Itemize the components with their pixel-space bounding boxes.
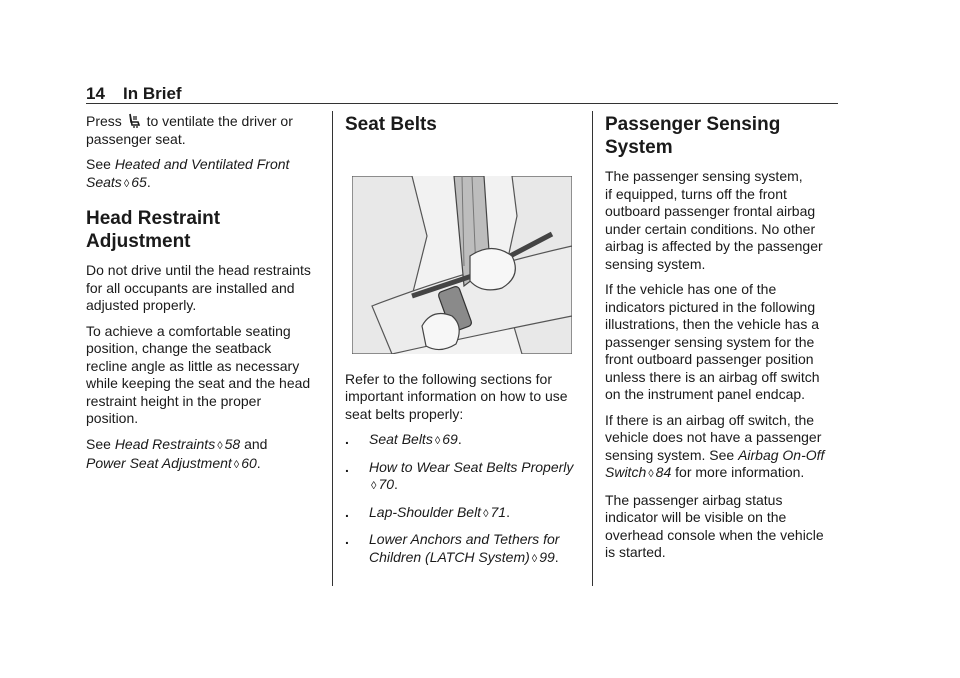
list-item: . Seat Belts ◊ 69. — [345, 431, 462, 447]
heated-seats-link[interactable]: Heated and Ventilated Front — [114, 156, 290, 172]
section-title: In Brief — [123, 84, 182, 103]
head-restraint-paragraph-2: To achieve a comfortable seating position, change the seatback recline angle as little as necessary while keeping the seat and the head restraint height in the proper position. — [86, 322, 311, 426]
bullet-mark: . — [345, 431, 349, 447]
page-ref-60[interactable]: 60 — [241, 455, 257, 471]
page-ref-69[interactable]: 69 — [442, 431, 458, 447]
head-restraint-references: See Head Restraints ◊ 58 and Power Seat Adjustment ◊ 60. — [86, 435, 268, 471]
bullet-mark: . — [345, 503, 349, 520]
bullet-mark: . — [345, 458, 349, 475]
page-ref-84[interactable]: 84 — [655, 464, 672, 480]
page-ref-icon: ◊ — [233, 459, 240, 471]
seat-belt-illustration — [352, 176, 572, 354]
page-ref-65[interactable]: 65 — [131, 173, 147, 190]
passenger-sensing-paragraph-4: The passenger airbag status indicator will be visible on the overhead console when the vehicle is started. — [605, 491, 824, 560]
passenger-sensing-paragraph-1: The passenger sensing system, if equipped, turns off the front outboard passenger frontal airbag under certain conditions. No other airbag is affected by the passenger sensing system. — [605, 168, 823, 272]
page-header — [86, 84, 838, 104]
page-number: 14 — [86, 84, 105, 103]
head-restraint-heading: Head Restraint Adjustment — [86, 208, 221, 252]
passenger-sensing-paragraph-2: If the vehicle has one of the indicators pictured in the following illustrations, then the vehicle has a passenger sensing system for the front outboard passenger position unless there is an airbag off switch on the instrument panel endcap. — [605, 281, 820, 402]
seat-belts-link[interactable]: Seat Belts — [369, 431, 433, 447]
page-ref-icon: ◊ — [483, 507, 489, 520]
lap-shoulder-belt-link[interactable]: Lap-Shoulder Belt — [369, 503, 482, 520]
head-restraint-paragraph-1: Do not drive until the head restraints for all occupants are installed and adjusted properly. — [86, 262, 311, 313]
seat-ventilation-icon — [128, 113, 141, 128]
page-ref-icon: ◊ — [123, 177, 130, 190]
page-ref-icon: ◊ — [434, 435, 441, 447]
ventilate-paragraph: Press to ventilate the driver or passenger seat. — [86, 113, 293, 147]
seat-belts-heading: Seat Belts — [345, 114, 437, 135]
column-divider-1 — [332, 111, 333, 586]
power-seat-link[interactable]: Power Seat Adjustment — [86, 455, 232, 471]
page-ref-icon: ◊ — [648, 468, 654, 480]
latch-link[interactable]: Lower Anchors and Tethers for — [369, 531, 560, 547]
page-ref-icon: ◊ — [531, 552, 538, 565]
page-ref-71[interactable]: 71 — [490, 503, 507, 520]
airbag-switch-link[interactable]: Airbag On-Off — [738, 446, 825, 463]
page-ref-70[interactable]: 70 — [378, 476, 395, 492]
page-ref-99[interactable]: 99 — [539, 548, 555, 565]
heated-seats-reference: See Heated and Ventilated Front Seats ◊ 65. — [86, 156, 290, 190]
page-ref-icon: ◊ — [371, 480, 377, 492]
column-2 — [345, 113, 585, 576]
wear-seat-belts-link[interactable]: How to Wear Seat Belts Properly — [369, 458, 574, 475]
list-item: . How to Wear Seat Belts Properly ◊ 70. — [345, 459, 585, 496]
passenger-sensing-paragraph-3: If there is an airbag off switch, the vehicle does not have a passenger sensing system. See Airbag On-Off Switch ◊ 84 for more information. — [605, 411, 825, 480]
column-divider-2 — [592, 111, 593, 586]
page-ref-icon: ◊ — [217, 439, 223, 452]
head-restraints-link[interactable]: Head Restraints — [114, 435, 216, 452]
column-3 — [605, 113, 845, 570]
header-rule — [86, 103, 838, 104]
seat-belts-intro: Refer to the following sections for important information on how to use seat belts properly: — [345, 370, 568, 422]
page-ref-58[interactable]: 58 — [224, 435, 241, 452]
list-item: . Lap-Shoulder Belt ◊ 71. — [345, 503, 510, 520]
passenger-sensing-heading: Passenger Sensing System — [605, 114, 781, 158]
column-1 — [86, 113, 326, 483]
list-item: . Lower Anchors and Tethers for Children (LATCH System) ◊ 99. — [345, 531, 585, 568]
bullet-mark: . — [345, 531, 349, 547]
